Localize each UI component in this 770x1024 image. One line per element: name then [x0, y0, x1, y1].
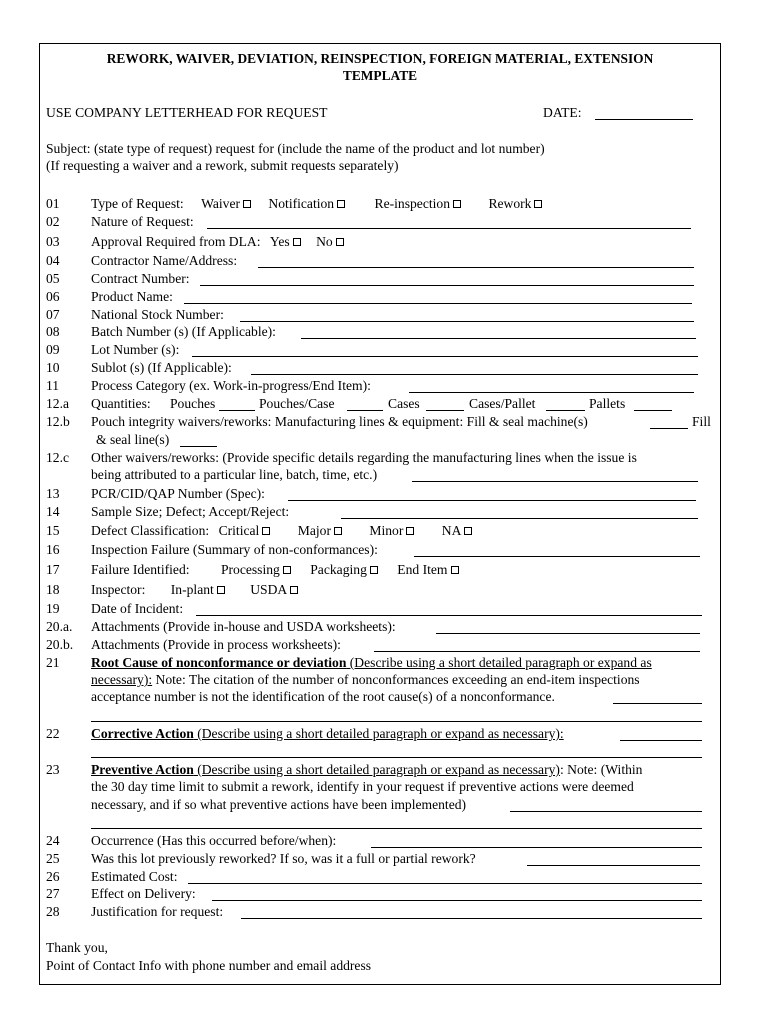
nsn-field[interactable] — [240, 321, 694, 322]
processing-option-label: Processing — [220, 562, 280, 577]
item-number: 18 — [46, 582, 60, 597]
occurrence-label: Occurrence (Has this occurred before/when): — [91, 833, 337, 848]
item-number: 03 — [46, 234, 60, 249]
sample-size-label: Sample Size; Defect; Accept/Reject: — [91, 504, 290, 519]
pcr-field[interactable] — [288, 500, 696, 501]
pallets-label: Pallets — [589, 396, 626, 411]
root-cause-instruction: (Describe using a short detailed paragraph or expand as — [346, 655, 652, 670]
seal-line-label: & seal line(s) — [96, 432, 170, 447]
estimated-cost-label: Estimated Cost: — [91, 869, 178, 884]
item-number: 12.c — [46, 450, 70, 465]
item-number: 27 — [46, 886, 60, 901]
in-plant-option-label: In-plant — [170, 582, 214, 597]
no-checkbox[interactable] — [336, 238, 344, 246]
waiver-option-label: Waiver — [201, 196, 241, 211]
yes-checkbox[interactable] — [293, 238, 301, 246]
subject-note: (If requesting a waiver and a rework, submit requests separately) — [46, 158, 399, 173]
reinspection-checkbox[interactable] — [453, 200, 461, 208]
na-option-label: NA — [441, 523, 462, 538]
item-number: 05 — [46, 271, 60, 286]
item-number: 04 — [46, 253, 60, 268]
pouches-field[interactable] — [219, 410, 255, 411]
no-option-label: No — [316, 234, 333, 249]
sample-size-field[interactable] — [341, 518, 698, 519]
yes-option-label: Yes — [269, 234, 290, 249]
failure-identified-row — [91, 561, 459, 578]
date-field[interactable] — [595, 119, 693, 120]
preventive-action-heading — [91, 761, 642, 778]
occurrence-field[interactable] — [371, 847, 702, 848]
estimated-cost-field[interactable] — [188, 883, 702, 884]
notification-option-label: Notification — [268, 196, 335, 211]
effect-on-delivery-field[interactable] — [212, 900, 702, 901]
minor-option-label: Minor — [369, 523, 404, 538]
closing-contact: Point of Contact Info with phone number and email address — [46, 958, 372, 973]
other-waivers-field[interactable] — [412, 481, 698, 482]
type-of-request-label: Type of Request: — [91, 196, 184, 211]
date-of-incident-field[interactable] — [196, 615, 702, 616]
lot-field[interactable] — [192, 356, 698, 357]
inspector-label: Inspector: — [91, 582, 146, 597]
item-number: 28 — [46, 904, 60, 919]
contract-number-field[interactable] — [200, 285, 694, 286]
lot-label: Lot Number (s): — [91, 342, 180, 357]
corrective-action-field[interactable] — [620, 740, 702, 741]
other-waivers-label-cont: being attributed to a particular line, batch, time, etc.) — [91, 467, 378, 482]
other-waivers-label: Other waivers/reworks: (Provide specific details regarding the manufacturing lines when the issue is — [91, 450, 637, 465]
contractor-label: Contractor Name/Address: — [91, 253, 238, 268]
contractor-field[interactable] — [258, 267, 694, 268]
root-cause-title: Root Cause of nonconformance or deviation — [91, 655, 347, 670]
item-number: 26 — [46, 869, 60, 884]
item-number: 17 — [46, 562, 60, 577]
item-number: 16 — [46, 542, 60, 557]
approval-label: Approval Required from DLA: — [91, 234, 261, 249]
cases-per-pallet-label: Cases/Pallet — [469, 396, 536, 411]
pcr-label: PCR/CID/QAP Number (Spec): — [91, 486, 265, 501]
minor-checkbox[interactable] — [406, 527, 414, 535]
preventive-action-note-cont: the 30 day time limit to submit a rework, identify in your request if preventive actions were deemed — [91, 779, 634, 794]
notification-checkbox[interactable] — [337, 200, 345, 208]
nature-label: Nature of Request: — [91, 214, 194, 229]
effect-on-delivery-label: Effect on Delivery: — [91, 886, 196, 901]
corrective-action-title: Corrective Action — [91, 726, 194, 741]
previously-reworked-label: Was this lot previously reworked? If so, was it a full or partial rework? — [91, 851, 476, 866]
process-category-label: Process Category (ex. Work-in-progress/End Item): — [91, 378, 371, 393]
attachments-b-label: Attachments (Provide in process worksheets): — [91, 637, 341, 652]
justification-label: Justification for request: — [91, 904, 224, 919]
corrective-action-heading — [91, 725, 564, 742]
item-number: 19 — [46, 601, 60, 616]
root-cause-field-line2[interactable] — [91, 721, 702, 722]
nature-field[interactable] — [207, 228, 691, 229]
batch-label: Batch Number (s) (If Applicable): — [91, 324, 276, 339]
item-number: 21 — [46, 655, 60, 670]
previously-reworked-field[interactable] — [527, 865, 700, 866]
item-number: 01 — [46, 196, 60, 211]
item-number: 06 — [46, 289, 60, 304]
attachments-a-label: Attachments (Provide in-house and USDA worksheets): — [91, 619, 396, 634]
item-number: 23 — [46, 762, 60, 777]
item-number: 25 — [46, 851, 60, 866]
item-number: 22 — [46, 726, 60, 741]
critical-checkbox[interactable] — [262, 527, 270, 535]
preventive-action-note-end: necessary, and if so what preventive actions have been implemented) — [91, 797, 467, 812]
letterhead-note: USE COMPANY LETTERHEAD FOR REQUEST — [46, 105, 328, 120]
process-category-field[interactable] — [409, 392, 694, 393]
type-of-request-row — [91, 195, 542, 212]
item-number: 09 — [46, 342, 60, 357]
pallets-field[interactable] — [634, 410, 672, 411]
batch-field[interactable] — [301, 338, 696, 339]
usda-option-label: USDA — [250, 582, 288, 597]
seal-line-field[interactable] — [180, 446, 217, 447]
reinspection-option-label: Re-inspection — [374, 196, 451, 211]
root-cause-heading — [91, 654, 652, 671]
item-number: 12.a — [46, 396, 70, 411]
product-name-field[interactable] — [184, 303, 692, 304]
preventive-action-field-line2[interactable] — [91, 828, 702, 829]
cases-per-pallet-field[interactable] — [546, 410, 585, 411]
item-number: 14 — [46, 504, 60, 519]
item-number: 24 — [46, 833, 60, 848]
item-number: 02 — [46, 214, 60, 229]
defect-classification-label: Defect Classification: — [91, 523, 210, 538]
preventive-action-instruction: (Describe using a short detailed paragraph or expand as necessary) — [193, 762, 560, 777]
corrective-action-instruction: (Describe using a short detailed paragraph or expand as necessary): — [193, 726, 564, 741]
item-number: 11 — [46, 378, 60, 393]
pouches-label: Pouches — [170, 396, 216, 411]
attachments-a-field[interactable] — [436, 633, 700, 634]
date-of-incident-label: Date of Incident: — [91, 601, 184, 616]
major-checkbox[interactable] — [334, 527, 342, 535]
end-item-option-label: End Item — [397, 562, 448, 577]
na-checkbox[interactable] — [464, 527, 472, 535]
product-name-label: Product Name: — [91, 289, 173, 304]
attachments-b-field[interactable] — [374, 651, 700, 652]
contract-number-label: Contract Number: — [91, 271, 190, 286]
processing-checkbox[interactable] — [283, 566, 291, 574]
end-item-checkbox[interactable] — [451, 566, 459, 574]
fill-seal-machine-field[interactable] — [650, 428, 688, 429]
item-number: 08 — [46, 324, 60, 339]
rework-option-label: Rework — [488, 196, 532, 211]
preventive-action-note: : Note: (Within — [559, 762, 643, 777]
in-plant-checkbox[interactable] — [217, 586, 225, 594]
item-number: 07 — [46, 307, 60, 322]
item-number: 15 — [46, 523, 60, 538]
inspector-row — [91, 581, 298, 598]
pouches-per-case-label: Pouches/Case — [259, 396, 335, 411]
inspection-failure-label: Inspection Failure (Summary of non-conformances): — [91, 542, 378, 557]
fill-label: Fill — [692, 414, 711, 429]
root-cause-instruction-cont: necessary): — [91, 672, 153, 687]
justification-field[interactable] — [241, 918, 702, 919]
approval-row — [91, 233, 344, 250]
rework-checkbox[interactable] — [534, 200, 542, 208]
sublot-field[interactable] — [251, 374, 698, 375]
item-number: 12.b — [46, 414, 70, 429]
form-title: REWORK, WAIVER, DEVIATION, REINSPECTION, FOREIGN MATERIAL, EXTENSION — [106, 51, 654, 66]
sublot-label: Sublot (s) (If Applicable): — [91, 360, 232, 375]
item-number: 10 — [46, 360, 60, 375]
failure-identified-label: Failure Identified: — [91, 562, 190, 577]
cases-label: Cases — [388, 396, 420, 411]
major-option-label: Major — [297, 523, 331, 538]
usda-checkbox[interactable] — [290, 586, 298, 594]
defect-classification-row — [91, 522, 472, 539]
subject-line: Subject: (state type of request) request for (include the name of the product and lot number) — [46, 141, 545, 156]
preventive-action-field[interactable] — [510, 811, 702, 812]
pouch-integrity-label: Pouch integrity waivers/reworks: Manufacturing lines & equipment: Fill & seal machine(s) — [91, 414, 588, 429]
item-number: 20.b. — [46, 637, 74, 652]
form-title-line2: TEMPLATE — [342, 68, 418, 83]
critical-option-label: Critical — [218, 523, 260, 538]
date-label: DATE: — [543, 105, 582, 120]
closing-thanks: Thank you, — [46, 940, 108, 955]
root-cause-note — [91, 671, 640, 688]
cases-field[interactable] — [426, 410, 464, 411]
root-cause-field[interactable] — [613, 703, 702, 704]
preventive-action-title: Preventive Action — [91, 762, 194, 777]
packaging-option-label: Packaging — [310, 562, 367, 577]
root-cause-note-cont: acceptance number is not the identification of the root cause(s) of a nonconformance. — [91, 689, 555, 704]
packaging-checkbox[interactable] — [370, 566, 378, 574]
nsn-label: National Stock Number: — [91, 307, 224, 322]
item-number: 20.a. — [46, 619, 73, 634]
item-number: 13 — [46, 486, 60, 501]
corrective-action-field-line2[interactable] — [91, 757, 702, 758]
waiver-checkbox[interactable] — [243, 200, 251, 208]
quantities-label: Quantities: — [91, 396, 151, 411]
root-cause-note-text: Note: The citation of the number of nonconformances exceeding an end-item inspections — [152, 672, 640, 687]
pouches-per-case-field[interactable] — [347, 410, 383, 411]
inspection-failure-field[interactable] — [414, 556, 700, 557]
